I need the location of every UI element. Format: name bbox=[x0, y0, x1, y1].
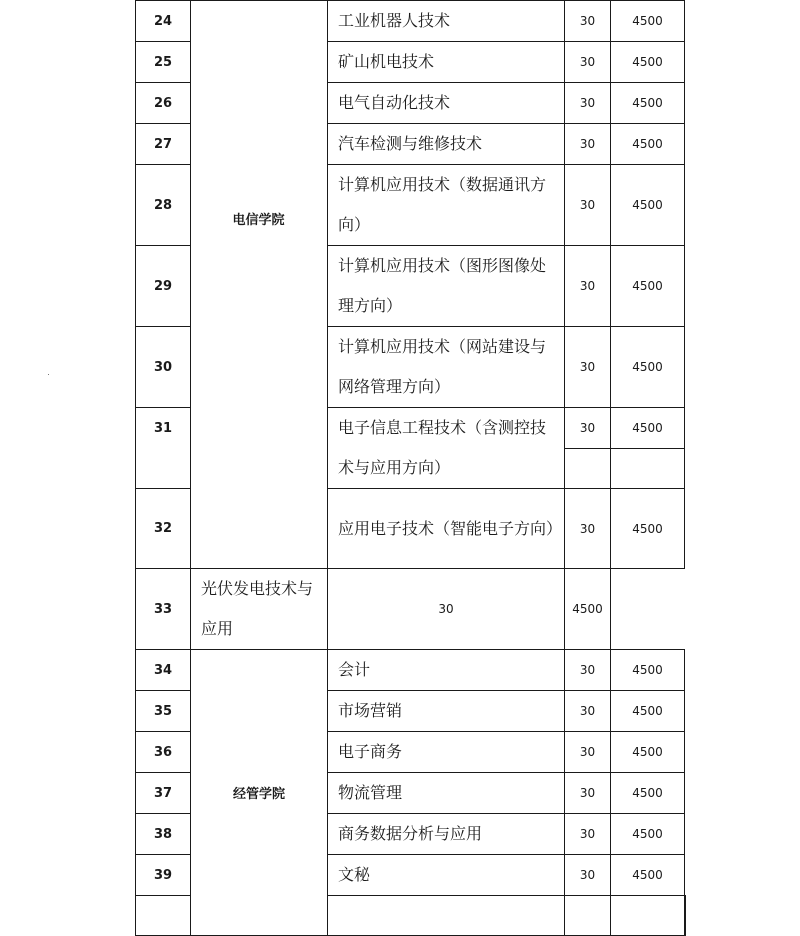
major-name: 电气自动化技术 bbox=[328, 83, 565, 124]
row-number: 36 bbox=[136, 732, 191, 773]
major-name: 应用电子技术（智能电子方向） bbox=[328, 489, 565, 569]
row-number: 25 bbox=[136, 42, 191, 83]
tuition-fee: 4500 bbox=[611, 489, 685, 569]
row-number: 29 bbox=[136, 246, 191, 327]
table-row bbox=[136, 650, 686, 691]
tuition-fee: 4500 bbox=[611, 855, 685, 896]
tuition-fee: 4500 bbox=[611, 408, 685, 449]
enrollment-count: 30 bbox=[565, 42, 611, 83]
major-name: 汽车检测与维修技术 bbox=[328, 124, 565, 165]
tuition-fee: 4500 bbox=[611, 165, 685, 246]
enrollment-table-wrapper bbox=[135, 0, 686, 936]
enrollment-count: 30 bbox=[565, 855, 611, 896]
major-name: 计算机应用技术（数据通讯方向） bbox=[328, 165, 565, 246]
row-number: 32 bbox=[136, 489, 191, 569]
major-name: 市场营销 bbox=[328, 691, 565, 732]
major-name: 光伏发电技术与应用 bbox=[191, 569, 328, 650]
enrollment-count: 30 bbox=[565, 1, 611, 42]
enrollment-count: 30 bbox=[565, 165, 611, 246]
dept-cell-jingguan: 经管学院 bbox=[191, 650, 328, 936]
tuition-fee: 4500 bbox=[611, 1, 685, 42]
major-name: 电子商务 bbox=[328, 732, 565, 773]
empty-cell bbox=[611, 448, 685, 489]
major-name: 矿山机电技术 bbox=[328, 42, 565, 83]
dept-cell-dianxin bbox=[191, 1, 328, 569]
tuition-fee: 4500 bbox=[611, 124, 685, 165]
tuition-fee: 4500 bbox=[611, 691, 685, 732]
tuition-fee: 4500 bbox=[611, 83, 685, 124]
tuition-fee: 4500 bbox=[611, 42, 685, 83]
enrollment-count: 30 bbox=[565, 650, 611, 691]
enrollment-count: 30 bbox=[565, 83, 611, 124]
major-name: 计算机应用技术（网站建设与网络管理方向） bbox=[328, 327, 565, 408]
row-number: 26 bbox=[136, 83, 191, 124]
row-number: 30 bbox=[136, 327, 191, 408]
tuition-fee: 4500 bbox=[565, 569, 611, 650]
tuition-fee: 4500 bbox=[611, 327, 685, 408]
enrollment-count: 30 bbox=[328, 569, 565, 650]
row-number: 33 bbox=[136, 569, 191, 650]
major-name: 会计 bbox=[328, 650, 565, 691]
row-number: 39 bbox=[136, 855, 191, 896]
enrollment-count: 30 bbox=[565, 732, 611, 773]
empty-cell bbox=[565, 448, 611, 489]
enrollment-count: 30 bbox=[565, 814, 611, 855]
enrollment-count: 30 bbox=[565, 124, 611, 165]
row-number: 27 bbox=[136, 124, 191, 165]
stray-dot bbox=[48, 374, 49, 375]
major-name: 计算机应用技术（图形图像处理方向） bbox=[328, 246, 565, 327]
major-name: 文秘 bbox=[328, 855, 565, 896]
row-number: 31 bbox=[136, 408, 191, 489]
tuition-fee: 4500 bbox=[611, 732, 685, 773]
tuition-fee: 4500 bbox=[611, 773, 685, 814]
enrollment-table bbox=[135, 0, 686, 936]
enrollment-count: 30 bbox=[565, 773, 611, 814]
major-name: 商务数据分析与应用 bbox=[328, 814, 565, 855]
row-number: 37 bbox=[136, 773, 191, 814]
tuition-fee: 4500 bbox=[611, 246, 685, 327]
major-name: 电子信息工程技术（含测控技术与应用方向） bbox=[328, 408, 565, 489]
major-name: 工业机器人技术 bbox=[328, 1, 565, 42]
dept-label-dianxin: 电信学院 bbox=[232, 213, 285, 228]
tuition-fee: 4500 bbox=[611, 814, 685, 855]
tuition-fee: 4500 bbox=[611, 650, 685, 691]
row-number: 38 bbox=[136, 814, 191, 855]
enrollment-count: 30 bbox=[565, 408, 611, 449]
row-number: 28 bbox=[136, 165, 191, 246]
row-number: 35 bbox=[136, 691, 191, 732]
enrollment-count: 30 bbox=[565, 489, 611, 569]
major-name: 物流管理 bbox=[328, 773, 565, 814]
enrollment-count: 30 bbox=[565, 691, 611, 732]
row-number: 34 bbox=[136, 650, 191, 691]
table-row bbox=[136, 569, 686, 650]
enrollment-count: 30 bbox=[565, 327, 611, 408]
table-row bbox=[136, 1, 686, 42]
row-number: 24 bbox=[136, 1, 191, 42]
enrollment-count: 30 bbox=[565, 246, 611, 327]
